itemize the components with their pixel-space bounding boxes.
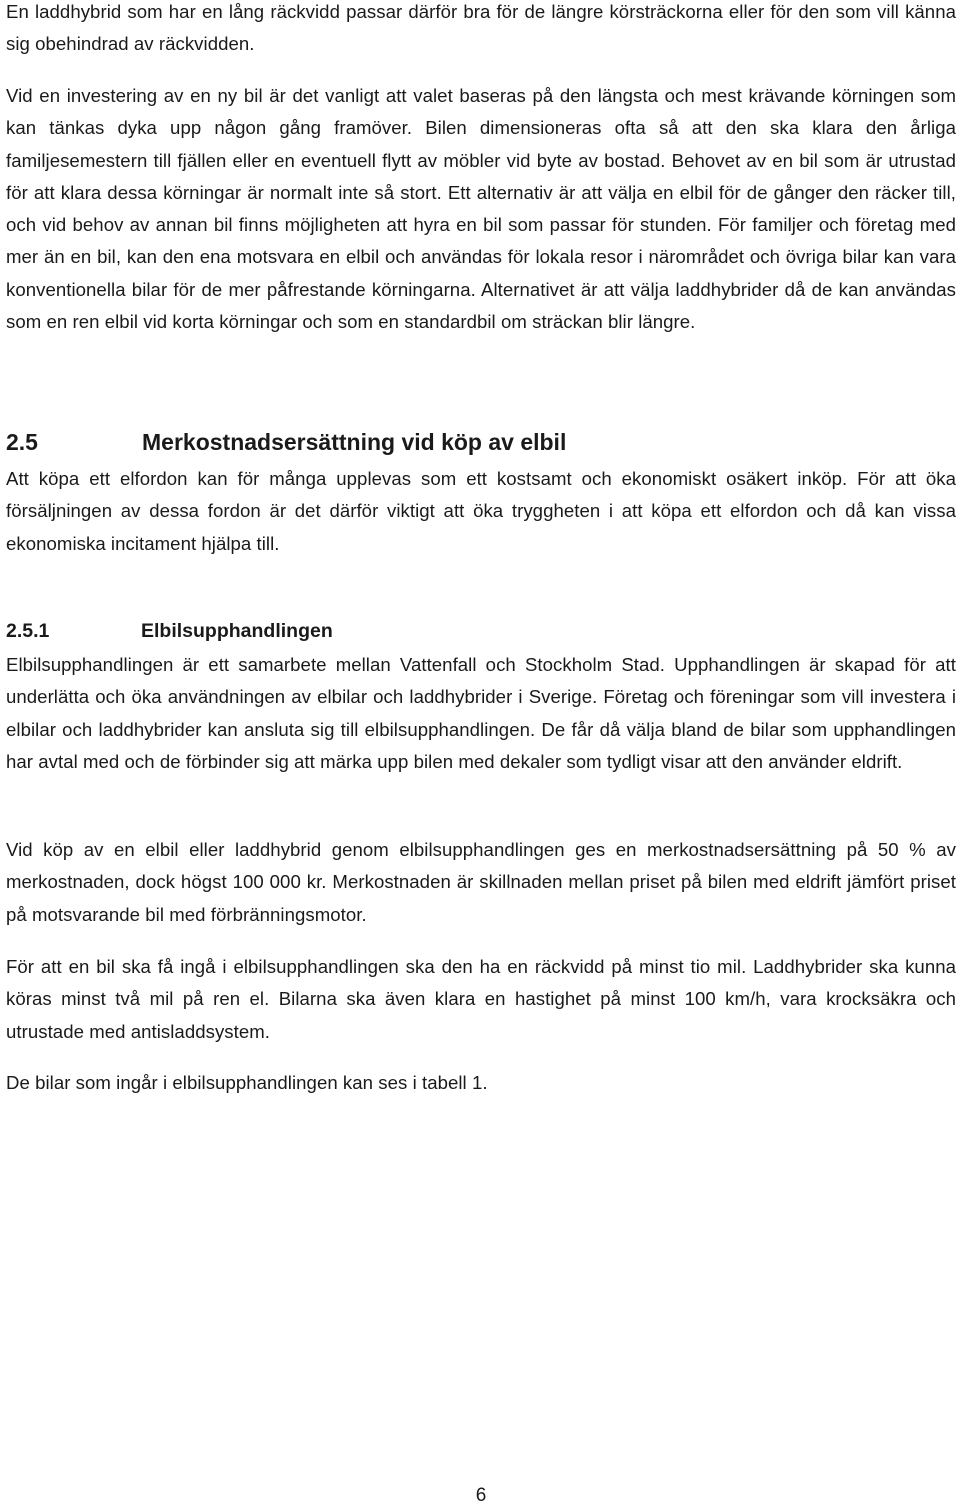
paragraph-investment: Vid en investering av en ny bil är det vanligt att valet baseras på den längsta och mest krävande körningen som kan tänkas dyka upp någon gång framöver. Bilen dimensioneras ofta så att den ska klara den årliga familjesemestern till fjällen eller en eventuell flytt av möbler vid byte av bostad. Behovet av en bil som är utrustad för att klara dessa körningar är normalt inte så stort. Ett alternativ är att välja en elbil för de gånger den räcker till, och vid behov av annan bil finns möjligheten att hyra en bil som passar för stunden. För familjer och företag med mer än en bil, kan den ena motsvara en elbil och användas för lokala resor i närområdet och övriga bilar kan vara konventionella bilar för de mer påfrestande körningarna. Alternativet är att välja laddhybrider då de kan användas som en ren elbil vid korta körningar och som en standardbil om sträckan blir längre.	[6, 85, 956, 333]
paragraph-range-hybrid: En laddhybrid som har en lång räckvidd passar därför bra för de längre körsträckorna eller för den som vill känna sig obehindrad av räckvidden.	[6, 1, 956, 55]
subsection-title: Elbilsupphandlingen	[141, 620, 333, 642]
section-title: Merkostnadsersättning vid köp av elbil	[142, 429, 567, 455]
paragraph-incentives: Att köpa ett elfordon kan för många upplevas som ett kostsamt och ekonomiskt osäkert inköp. För att öka försäljningen av dessa fordon är det därför viktigt att öka tryggheten i att köpa ett elfordon och då kan vissa ekonomiska incitament hjälpa till.	[6, 468, 956, 554]
paragraph-requirements: För att en bil ska få ingå i elbilsupphandlingen ska den ha en räckvidd på minst tio mil. Laddhybrider ska kunna köras minst två mil på ren el. Bilarna ska även klara en hastighet på minst 100 km/h, vara krocksäkra och utrustade med antisladdsystem.	[6, 956, 956, 1042]
subsection-number: 2.5.1	[6, 620, 50, 642]
section-heading-2-5-1	[6, 615, 333, 647]
paragraph-table-reference: De bilar som ingår i elbilsupphandlingen kan ses i tabell 1.	[6, 1072, 488, 1093]
paragraph-compensation: Vid köp av en elbil eller laddhybrid genom elbilsupphandlingen ges en merkostnadsersättning på 50 % av merkostnaden, dock högst 100 000 kr. Merkostnaden är skillnaden mellan priset på bilen med eldrift jämfört priset på motsvarande bil med förbränningsmotor.	[6, 839, 956, 925]
section-number: 2.5	[6, 429, 38, 455]
paragraph-procurement: Elbilsupphandlingen är ett samarbete mellan Vattenfall och Stockholm Stad. Upphandlingen är skapad för att underlätta och öka användningen av elbilar och laddhybrider i Sverige. Företag och föreningar som vill investera i elbilar och laddhybrider kan ansluta sig till elbilsupphandlingen. De får då välja bland de bilar som upphandlingen har avtal med och de förbinder sig att märka upp bilen med dekaler som tydligt visar att den använder eldrift.	[6, 654, 956, 772]
page-number: 6	[475, 1485, 487, 1506]
section-heading-2-5	[6, 426, 566, 458]
